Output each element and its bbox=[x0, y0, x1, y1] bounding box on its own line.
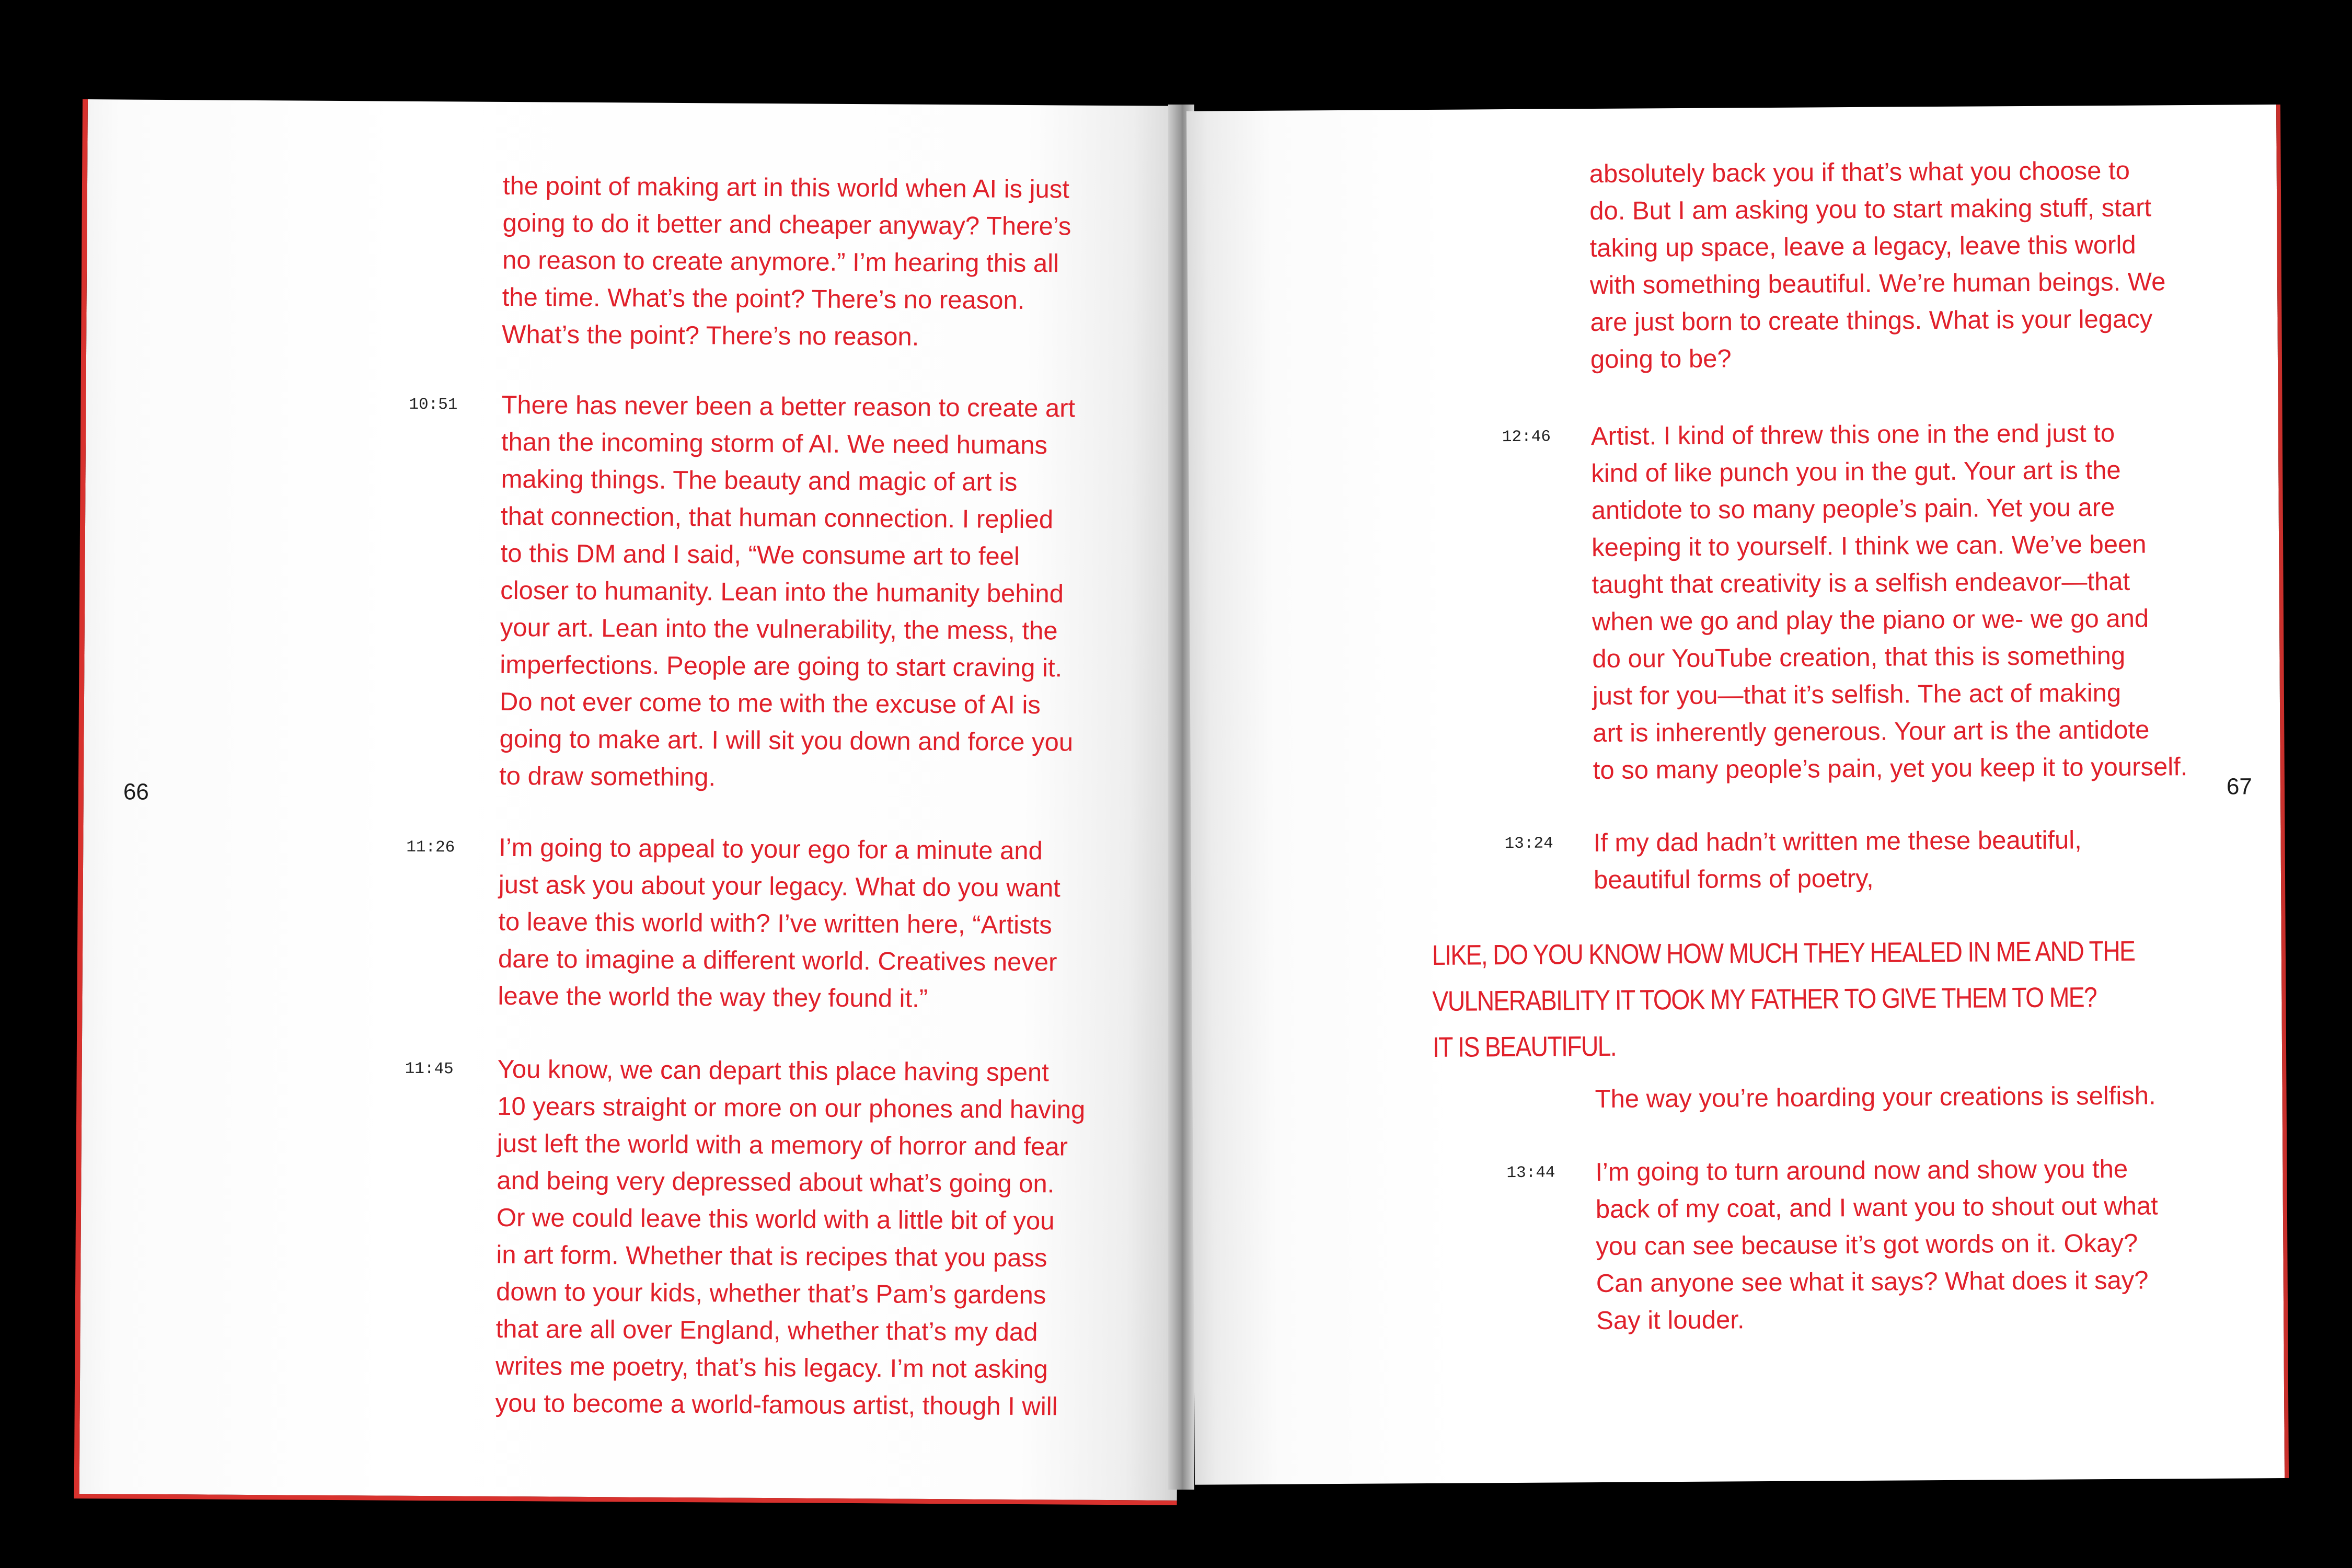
after-quote-text: The way you’re hoarding your creations is selfish. bbox=[1595, 1081, 2156, 1114]
timestamp-1246: 12:46 bbox=[1502, 428, 1551, 447]
left-page bbox=[74, 99, 1185, 1505]
timestamp-1145: 11:45 bbox=[405, 1059, 454, 1079]
transcript-entry-1051: There has never been a better reason to create art than the incoming storm of AI. We need humans making things. The beauty and magic of art is that connection, that human connection. I replied to this DM and I said, “We consume art to feel closer to humanity. Lean into the humanity behind your art. Lean into the vulnerability, the mess, the imperfections. People are going to start craving it. Do not ever come to me with the excuse of AI is going to make art. I will sit you down and force you to draw something. bbox=[499, 390, 1076, 792]
pull-quote: LIKE, DO YOU KNOW HOW MUCH THEY HEALED IN ME AND THE VULNERABILITY IT TOOK MY FATHER TO GIVE THEM TO ME? IT IS BEAUTIFUL. bbox=[1432, 935, 2135, 1063]
transcript-entry-1126: I’m going to appeal to your ego for a minute and just ask you about your legacy. What do you want to leave this world with? I’ve written here, “Artists dare to imagine a different world. Creatives never leave the world the way they found it.” bbox=[498, 833, 1060, 1013]
right-intro-text: absolutely back you if that’s what you choose to do. But I am asking you to start making stuff, start taking up space, leave a legacy, leave this world with something beautiful. We’re human beings. We are just born to create things. What is your legacy going to be? bbox=[1589, 156, 2166, 374]
transcript-entry-1344: I’m going to turn around now and show you the back of my coat, and I want you to shout out what you can see because it’s got words on it. Okay? Can anyone see what it says? What does it say? Say it louder. bbox=[1595, 1155, 2158, 1335]
timestamp-1126: 11:26 bbox=[406, 838, 455, 857]
page-number-right: 67 bbox=[2226, 774, 2253, 800]
left-intro-text: the point of making art in this world when AI is just going to do it better and cheaper anyway? There’s no reason to create anymore.” I’m hearing this all the time. What’s the point? There’s no reason. What’s the point? There’s no reason. bbox=[502, 171, 1071, 351]
right-page bbox=[1186, 105, 2289, 1485]
timestamp-1051: 10:51 bbox=[409, 395, 458, 414]
transcript-entry-1145: You know, we can depart this place having spent 10 years straight or more on our phones and having just left the world with a memory of horror and fear and being very depressed about what’s going on. Or we could leave this world with a little bit of you in art form. Whether that is recipes that you pass down to your kids, whether that’s Pam’s gardens that are all over England, whether that’s my dad writes me poetry, that’s his legacy. I’m not asking you to become a world-famous artist, though I will bbox=[495, 1055, 1086, 1421]
timestamp-1344: 13:44 bbox=[1506, 1163, 1555, 1183]
timestamp-1324: 13:24 bbox=[1504, 834, 1553, 854]
page-number-left: 66 bbox=[123, 779, 149, 805]
transcript-entry-1324: If my dad hadn’t written me these beautiful, beautiful forms of poetry, bbox=[1593, 826, 2082, 895]
transcript-entry-1246: Artist. I kind of threw this one in the end just to kind of like punch you in the gut. Your art is the antidote to so many people’s pain. Yet you are keeping it to yourself. I think we can. We’ve been taught that creativity is a selfish endeavor—that when we go and play the piano or we- we go and do our YouTube creation, that this is something just for you—that it’s selfish. The act of making art is inherently generous. Your art is the antidote to so many people’s pain, yet you keep it to yourself. bbox=[1590, 419, 2188, 785]
